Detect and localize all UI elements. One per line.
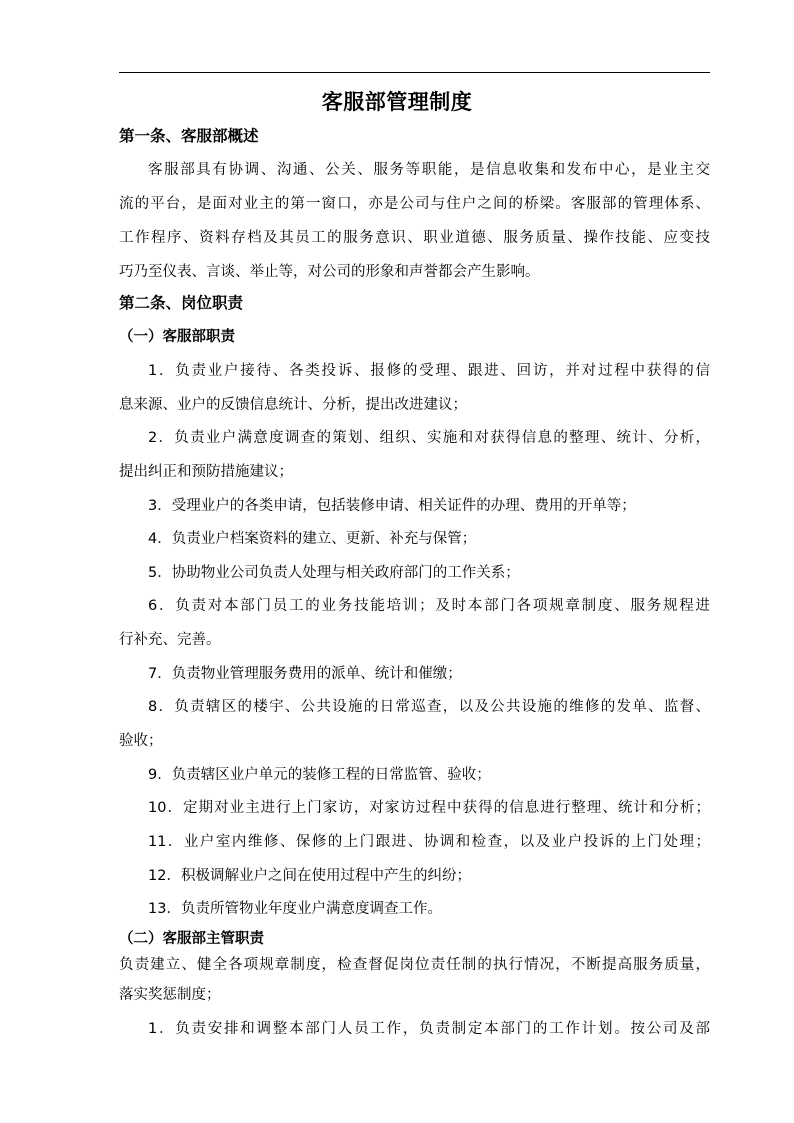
section-1-heading: 第一条、客服部概述 [119,127,259,145]
paragraph-line: 流的平台，是面对业主的第一窗口，亦是公司与住户之间的桥梁。客服部的管理体系、 [119,196,710,212]
duty-item: 9．负责辖区业户单元的装修工程的日常监管、验收； [148,767,491,783]
section-2-heading: 第二条、岗位职责 [119,294,244,312]
paragraph-line: 客服部具有协调、沟通、公关、服务等职能，是信息收集和发布中心，是业主交 [148,162,710,178]
paragraph-line: 负责建立、健全各项规章制度，检查督促岗位责任制的执行情况，不断提高服务质量， [119,957,710,973]
paragraph-line: 落实奖惩制度； [119,987,221,1003]
duty-item: 5．协助物业公司负责人处理与相关政府部门的工作关系； [148,565,520,581]
duty-item: 1．负责安排和调整本部门人员工作，负责制定本部门的工作计划。按公司及部 [148,1021,710,1037]
duty-item: 2．负责业户满意度调查的策划、组织、实施和对获得信息的整理、统计、分析， [148,430,710,446]
duty-item-cont: 提出纠正和预防措施建议； [119,464,293,480]
paragraph-line: 工作程序、资料存档及其员工的服务意识、职业道德、服务质量、操作技能、应变技 [119,230,710,246]
duty-item: 12．积极调解业户之间在使用过程中产生的纠纷； [148,868,471,884]
duty-item: 8．负责辖区的楼宇、公共设施的日常巡查，以及公共设施的维修的发单、监督、 [148,699,710,715]
duty-item: 10．定期对业主进行上门家访，对家访过程中获得的信息进行整理、统计和分析； [148,800,710,816]
duty-item: 4．负责业户档案资料的建立、更新、补充与保管； [148,531,477,547]
duty-item: 11．业户室内维修、保修的上门跟进、协调和检查，以及业户投诉的上门处理； [148,834,710,850]
duty-item: 3．受理业户的各类申请，包括装修申请、相关证件的办理、费用的开单等； [148,498,636,514]
subsection-1-heading: （一）客服部职责 [119,329,235,345]
page-title: 客服部管理制度 [321,89,473,114]
duty-item: 6．负责对本部门员工的业务技能培训；及时本部门各项规章制度、服务规程进 [148,598,710,614]
header-rule [119,72,710,73]
subsection-2-heading: （二）客服部主管职责 [119,931,264,947]
duty-item-cont: 验收； [119,733,163,749]
duty-item: 13．负责所管物业年度业户满意度调查工作。 [148,901,442,917]
duty-item-cont: 息来源、业户的反馈信息统计、分析，提出改进建议； [119,397,467,413]
duty-item: 1．负责业户接待、各类投诉、报修的受理、跟进、回访，并对过程中获得的信 [148,363,710,379]
duty-item: 7．负责物业管理服务费用的派单、统计和催缴； [148,666,462,682]
duty-item-cont: 行补充、完善。 [119,632,221,648]
paragraph-line: 巧乃至仪表、言谈、举止等，对公司的形象和声誉都会产生影响。 [119,264,540,280]
